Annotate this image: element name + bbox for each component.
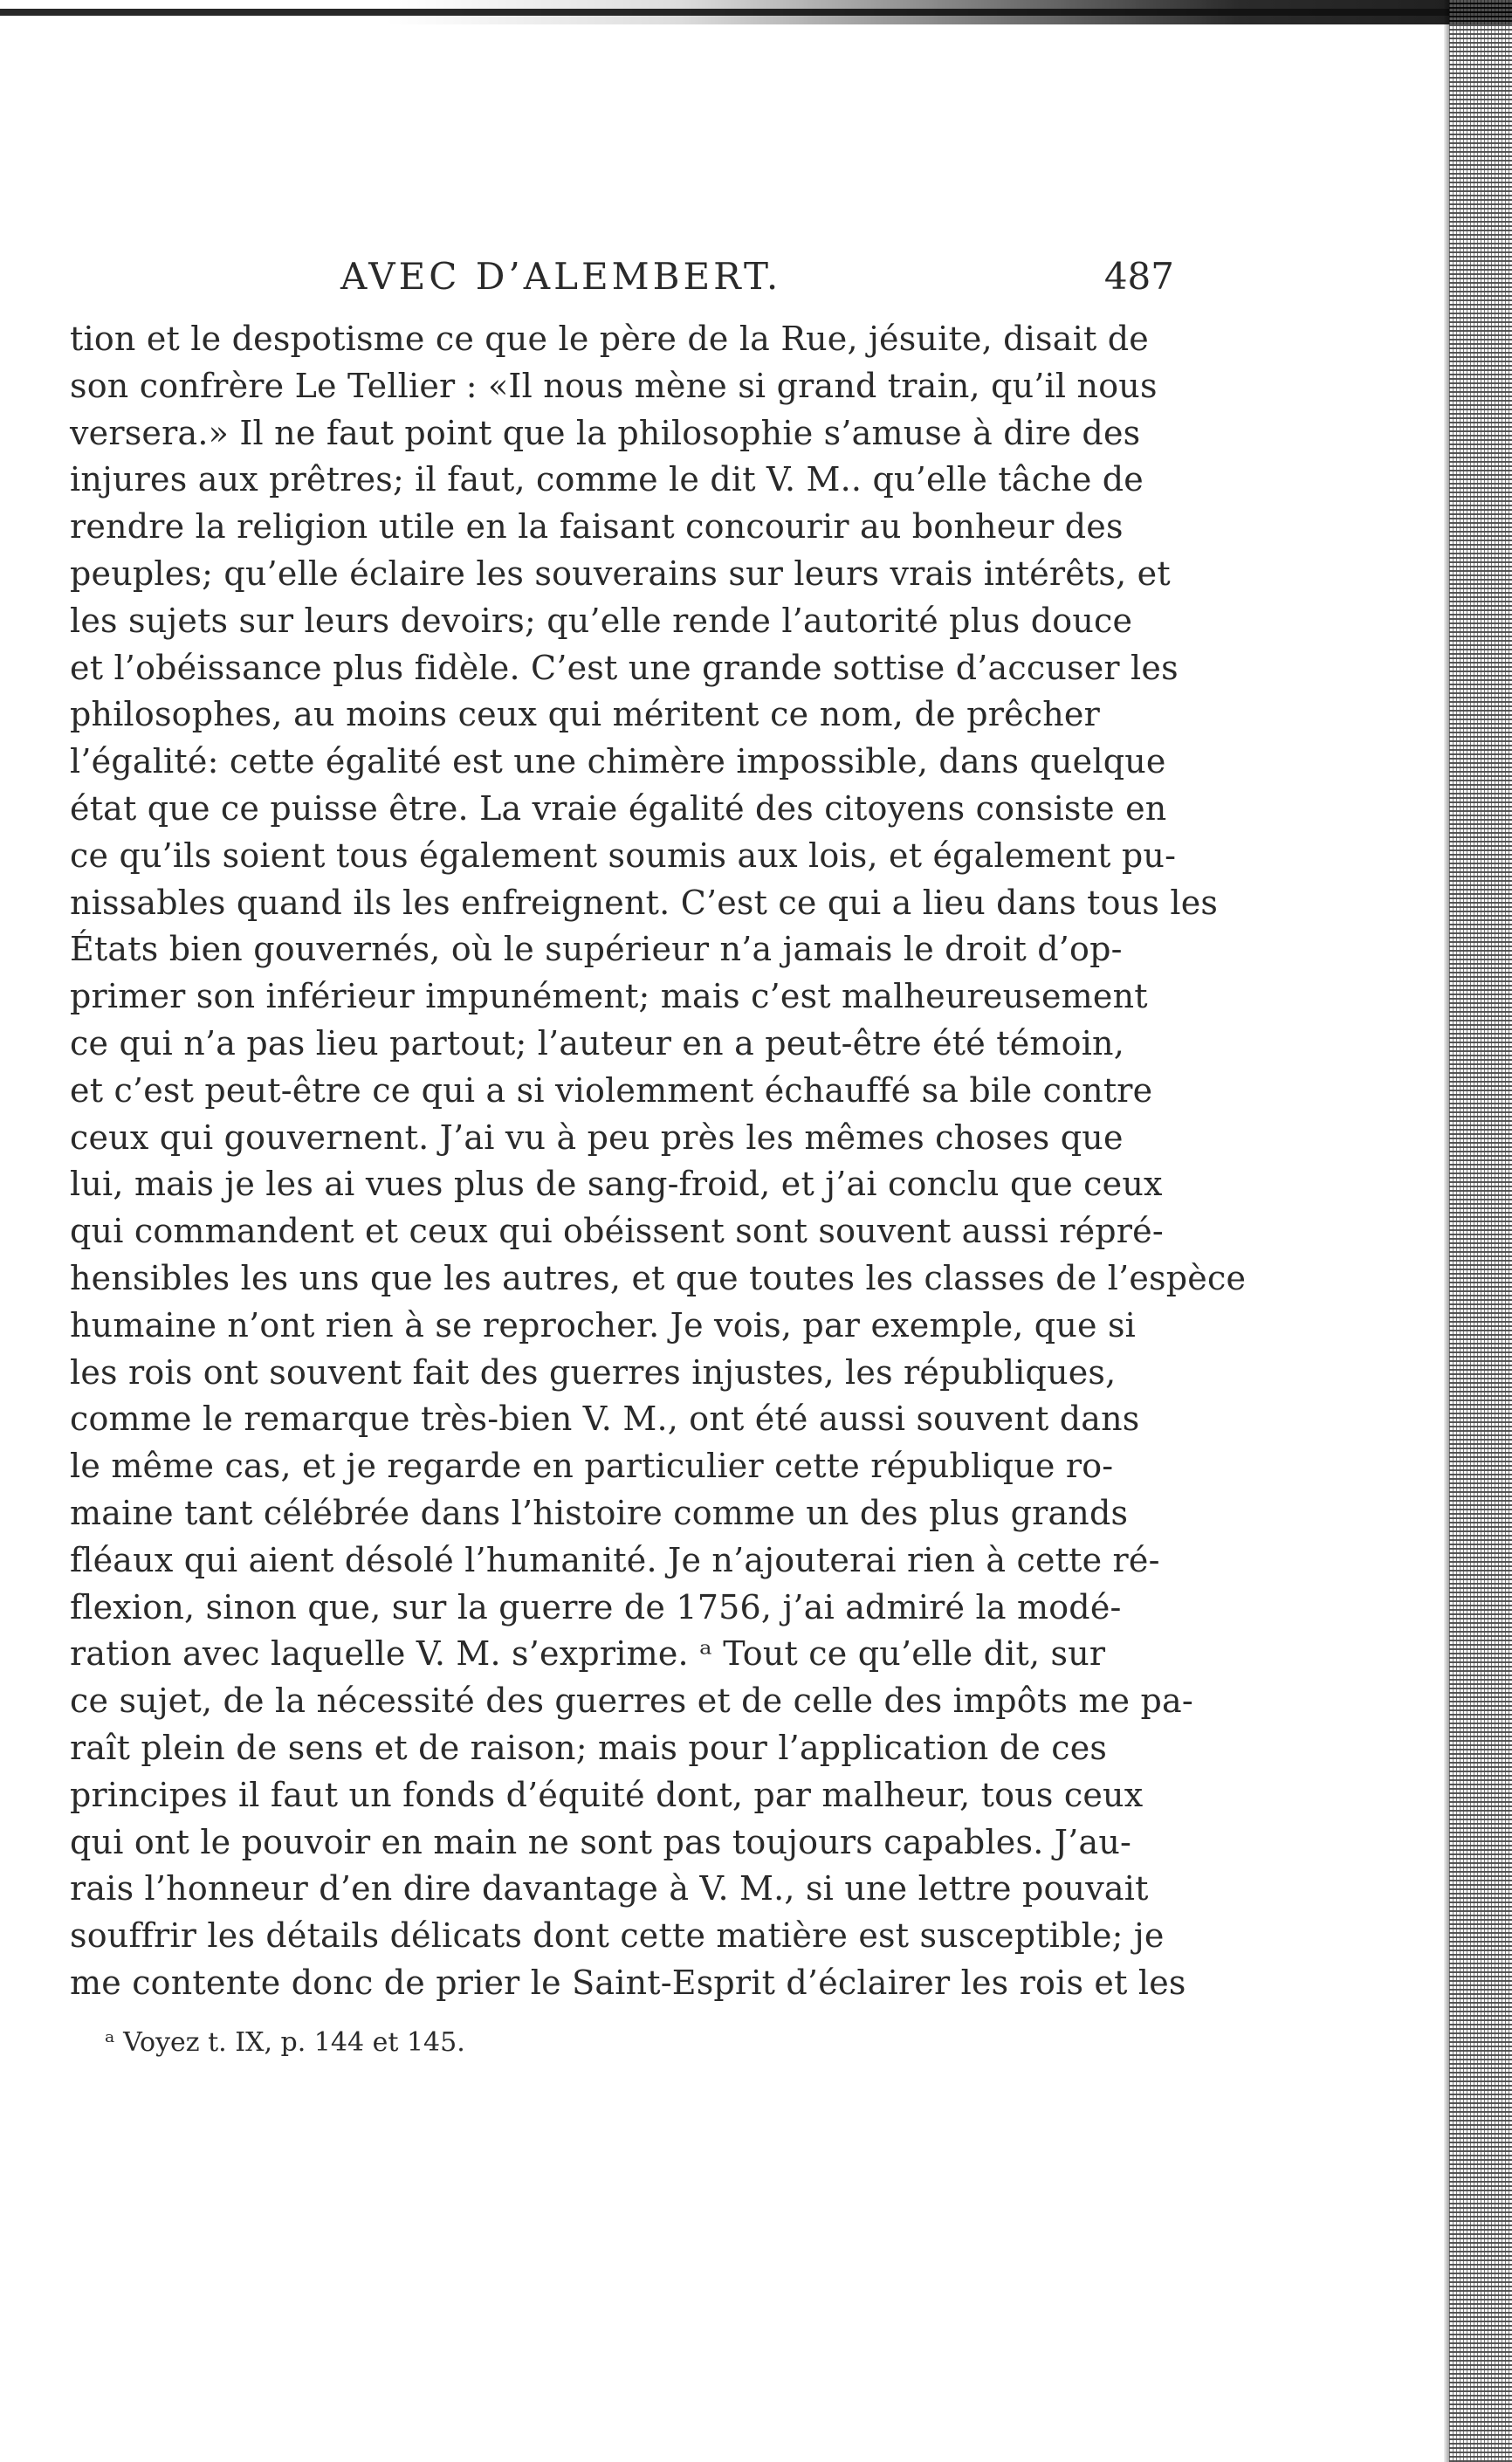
text-line: rais l’honneur d’en dire davantage à V. M., si une lettre pouvait — [70, 1869, 1149, 1908]
text-line: lui, mais je les ai vues plus de sang-froid, et j’ai conclu que ceux — [70, 1165, 1163, 1204]
text-line: peuples; qu’elle éclaire les souverains sur leurs vrais intérêts, et — [70, 554, 1171, 593]
main-text — [70, 316, 1247, 2007]
running-header — [340, 255, 1174, 307]
text-line: ration avec laquelle V. M. s’exprime. ᵃ Tout ce qu’elle dit, sur — [70, 1634, 1106, 1674]
text-line: flexion, sinon que, sur la guerre de 1756, j’ai admiré la modé- — [70, 1587, 1122, 1626]
text-line: son confrère Le Tellier : «Il nous mène si grand train, qu’il nous — [70, 366, 1158, 405]
running-title: AVEC D’ALEMBERT. — [340, 255, 782, 298]
text-line: les sujets sur leurs devoirs; qu’elle rende l’autorité plus douce — [70, 601, 1133, 640]
text-line: le même cas, et je regarde en particulier cette république ro- — [70, 1447, 1114, 1486]
text-line: nissables quand ils les enfreignent. C’est ce qui a lieu dans tous les — [70, 883, 1219, 922]
footnote: ᵃ Voyez t. IX, p. 144 et 145. — [105, 2027, 465, 2058]
scan-right-edge — [1449, 0, 1512, 2462]
text-line: état que ce puisse être. La vraie égalité des citoyens consiste en — [70, 788, 1167, 828]
text-line: souffrir les détails délicats dont cette matière est susceptible; je — [70, 1916, 1165, 1956]
text-line: hensibles les uns que les autres, et que toutes les classes de l’espèce — [70, 1258, 1247, 1297]
text-line: ce qui n’a pas lieu partout; l’auteur en a peut-être été témoin, — [70, 1023, 1124, 1063]
text-line: versera.» Il ne faut point que la philosophie s’amuse à dire des — [70, 413, 1141, 452]
text-line: principes il faut un fonds d’équité dont, par malheur, tous ceux — [70, 1775, 1144, 1814]
text-line: humaine n’ont rien à se reprocher. Je vois, par exemple, que si — [70, 1305, 1137, 1344]
text-line: tion et le despotisme ce que le père de la Rue, jésuite, disait de — [70, 320, 1149, 358]
text-line: me contente donc de prier le Saint-Esprit d’éclairer les rois et les — [70, 1963, 1186, 2002]
text-line: philosophes, au moins ceux qui méritent ce nom, de prêcher — [70, 695, 1100, 734]
text-line: ceux qui gouvernent. J’ai vu à peu près les mêmes choses que — [70, 1118, 1124, 1157]
text-line: ce qu’ils soient tous également soumis aux lois, et également pu- — [70, 836, 1177, 875]
book-page — [70, 0, 1445, 2462]
text-line: injures aux prêtres; il faut, comme le dit V. M.. qu’elle tâche de — [70, 460, 1144, 499]
text-line: les rois ont souvent fait des guerres injustes, les républiques, — [70, 1352, 1117, 1392]
text-line: qui commandent et ceux qui obéissent sont souvent aussi répré- — [70, 1212, 1164, 1251]
text-line: États bien gouvernés, où le supérieur n’a jamais le droit d’op- — [70, 930, 1123, 969]
text-line: primer son inférieur impunément; mais c’est malheureusement — [70, 977, 1148, 1016]
text-line: comme le remarque très-bien V. M., ont été aussi souvent dans — [70, 1399, 1140, 1439]
text-line: et l’obéissance plus fidèle. C’est une grande sottise d’accuser les — [70, 648, 1179, 687]
text-line: et c’est peut-être ce qui a si violemment échauffé sa bile contre — [70, 1070, 1153, 1110]
text-line: ce sujet, de la nécessité des guerres et de celle des impôts me pa- — [70, 1681, 1193, 1721]
text-line: maine tant célébrée dans l’histoire comme un des plus grands — [70, 1493, 1129, 1532]
text-line: raît plein de sens et de raison; mais pour l’application de ces — [70, 1728, 1108, 1767]
text-line: rendre la religion utile en la faisant concourir au bonheur des — [70, 507, 1124, 547]
text-line: fléaux qui aient désolé l’humanité. Je n’ajouterai rien à cette ré- — [70, 1540, 1160, 1579]
text-line: l’égalité: cette égalité est une chimère impossible, dans quelque — [70, 742, 1166, 781]
page-number: 487 — [1103, 255, 1174, 298]
text-line: qui ont le pouvoir en main ne sont pas toujours capables. J’au- — [70, 1822, 1132, 1861]
